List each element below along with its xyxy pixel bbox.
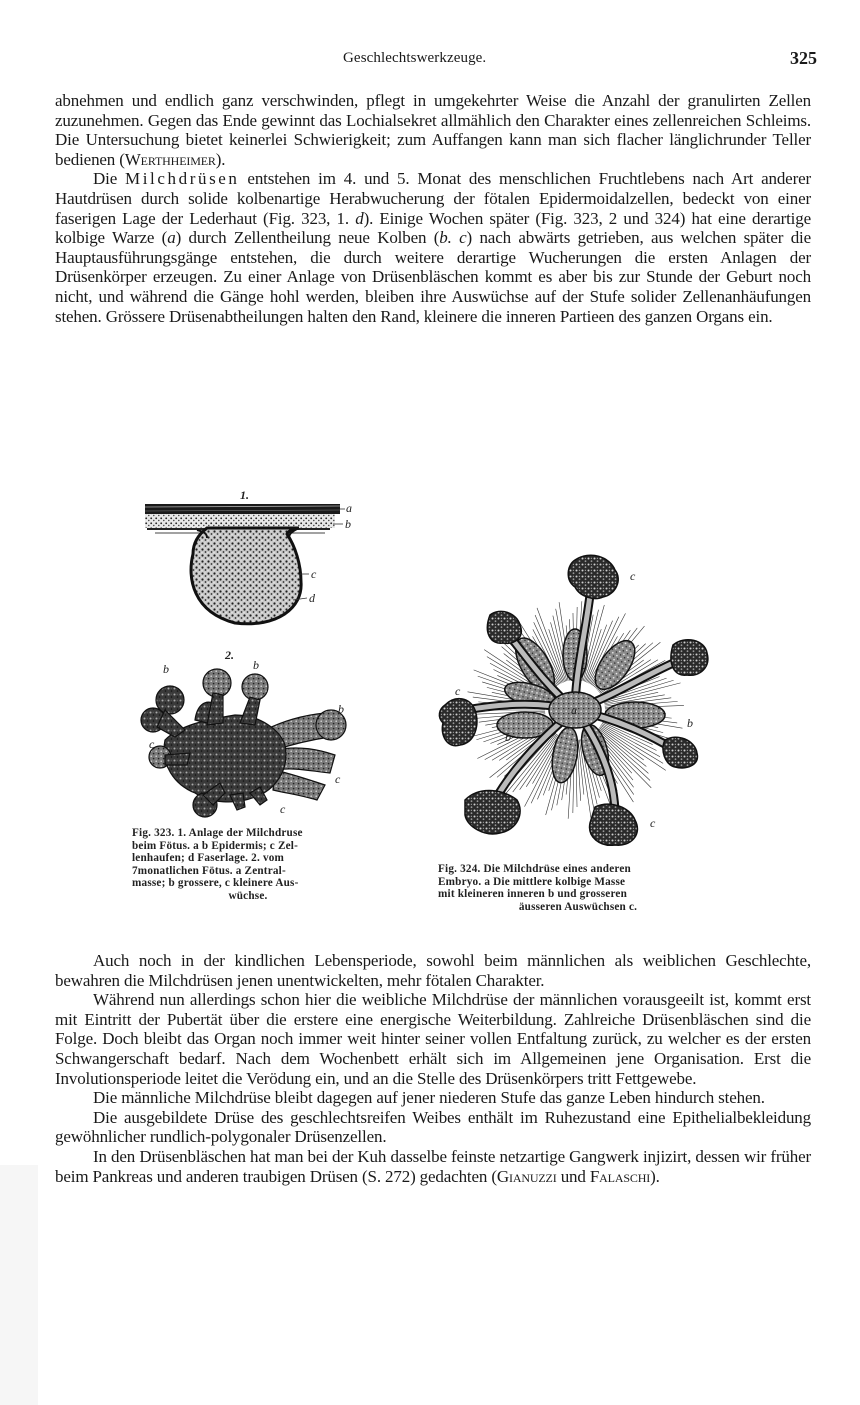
label-b: b (253, 658, 259, 672)
body-text-bottom (55, 951, 811, 1186)
caption-line: masse; b grossere, c kleinere Aus- (132, 877, 299, 890)
epidermis-layer-a (145, 504, 340, 514)
body-text-top (55, 91, 811, 326)
label-d: d (309, 591, 315, 605)
caption-line: beim Fötus. a b Epidermis; c Zel- (132, 839, 299, 852)
text-run: Auch noch in der kindlichen Lebensperiode, sowohl beim männlichen als weiblichen Geschlechte, bewahren die Milchdrüsen jenen unentwickelten, mehr fötalen Charakter. (55, 951, 811, 990)
label-b: b (338, 702, 344, 716)
text-run: Die ausgebildete Drüse des geschlechtsreifen Weibes enthält im Ruhezustand eine Epithelialbekleidung gewöhnlicher rundlich-polygonaler Drüsenzellen. (55, 1107, 811, 1147)
label-a: a (346, 501, 352, 515)
text-run: ). Einige Wochen später (Fig. 323, 2 und 324) hat eine derartige kolbige Warze ( (55, 208, 811, 248)
running-title: Geschlechtswerkzeuge. (343, 50, 487, 66)
text-run: b. c (439, 228, 467, 248)
label-b: b (345, 517, 351, 531)
cell-cluster-bulb (191, 528, 301, 624)
paragraph (55, 1088, 811, 1108)
text-run: ). (650, 1166, 660, 1186)
text-run: Werthheimer (124, 149, 216, 169)
label-c: c (280, 802, 286, 816)
text-run: entstehen im 4. und 5. Monat des menschlichen Fruchtlebens nach Art anderer Hautdrüsen durch solide kolbenartige Herabwucherung der fötalen Epidermoidalzellen, bedeckt von einer faserigen Lage der Lederhaut (Fig. 323, 1. (55, 169, 811, 228)
text-run: ) durch Zellentheilung neue Kolben ( (175, 228, 440, 248)
text-run: Während nun allerdings schon hier die weibliche Milchdrüse der männlichen vorausgeeilt ist, kommt erst mit Eintritt der Pubertät über die erstere eine energische Weiterbildung. Zahlreiche Drüsenbläschen sind die Folge. Doch bleibt das Organ noch immer weit hinter seiner vollen Entfaltung zurück, zu welcher es der ersten Schwangerschaft bedarf. Nach dem Wochenbett erhält sich im Allgemeinen jene Organisation. Erst die Involutionsperiode leitet die Verödung ein, und an die Stelle des Drüsenkörpers tritt Fettgewebe. (55, 990, 811, 1088)
caption-line: Fig. 324. Die Milchdrüse eines anderen (438, 863, 631, 875)
label-c: c (311, 567, 317, 581)
caption-line: äusseren Auswüchsen c. (518, 900, 638, 913)
label-b: b (687, 716, 693, 730)
text-run: Die (93, 169, 125, 189)
text-run: d (355, 208, 364, 228)
text-run: a (167, 228, 176, 248)
paragraph (55, 91, 811, 169)
label-c: c (335, 772, 341, 786)
text-run: Falaschi (589, 1166, 651, 1186)
text-run: Die männliche Milchdrüse bleibt dagegen auf jener niederen Stufe das ganze Leben hindurch stehen. (93, 1088, 765, 1108)
mammary-gland-anlage-drawing (135, 482, 375, 632)
seven-month-gland-drawing (125, 645, 365, 820)
figure-323-part-1 (135, 482, 375, 632)
label-b: b (163, 662, 169, 676)
figure-323-part-2 (125, 645, 365, 820)
text-run: Milchdrüsen (125, 169, 240, 189)
label-a: a (571, 703, 577, 717)
text-run: Gianuzzi (496, 1166, 557, 1186)
paragraph (55, 951, 811, 990)
label-b: b (505, 730, 511, 744)
scan-edge-shade (0, 1165, 38, 1405)
paragraph (55, 169, 811, 326)
figure-324-caption (438, 863, 718, 913)
running-head (0, 48, 860, 72)
paragraph (55, 1147, 811, 1186)
label-c: c (149, 737, 155, 751)
epidermis-layer-b (145, 514, 335, 528)
text-run: ). (215, 149, 226, 169)
part-number-label: 2. (225, 648, 234, 662)
embryo-mammary-gland-drawing (425, 545, 725, 855)
text-run: abnehmen und endlich ganz verschwinden, pflegt in umgekehrter Weise die Anzahl der granulirten Zellen zuzunehmen. Gegen das Ende gewinnt das Lochialsekret allmählich den Charakter eines zellenreichen Schleims. Die Untersuchung bietet keinerlei Schwierigkeit; zum Auffangen kann man sich flacher länglichrunder Teller bedienen ( (55, 91, 811, 169)
text-run: ) nach abwärts getrieben, aus welchen später die Hauptausführungsgänge entstehen, die durch weitere derartige Wucherungen die ersten Anlagen der Drüsenkörper erzeugen. Zu einer Anlage von Drüsenbläschen kommt es aber bis zur Stunde der Geburt noch nicht, und während die Gänge hohl werden, bleiben ihre Auswüchse auf der Stufe solider Zellenanhäufungen stehen. Grössere Drüsenabtheilungen halten den Rand, kleinere die inneren Partieen des ganzen Organs ein. (55, 228, 812, 326)
figure-323-caption (132, 827, 364, 903)
label-c: c (630, 569, 636, 583)
caption-line: lenhaufen; d Faserlage. 2. vom (132, 852, 285, 865)
caption-line: wüchse. (228, 889, 268, 902)
caption-line: Fig. 323. 1. Anlage der Milchdruse (132, 827, 303, 839)
label-c: c (455, 684, 461, 698)
label-c: c (650, 816, 656, 830)
paragraph (55, 990, 811, 1088)
caption-line: Embryo. a Die mittlere kolbige Masse (438, 875, 626, 888)
caption-line: 7monatlichen Fötus. a Zentral- (132, 864, 286, 877)
text-run: und (556, 1166, 590, 1186)
paragraph (55, 1108, 811, 1147)
page-number: 325 (790, 48, 817, 68)
part-number-label: 1. (240, 488, 249, 502)
figure-324 (425, 545, 725, 855)
caption-line: mit kleineren inneren b und grosseren (438, 888, 628, 901)
text-run: In den Drüsenbläschen hat man bei der Kuh dasselbe feinste netzartige Gangwerk injizirt, dessen wir früher beim Pankreas und anderen traubigen Drüsen (S. 272) gedachten ( (55, 1146, 811, 1186)
